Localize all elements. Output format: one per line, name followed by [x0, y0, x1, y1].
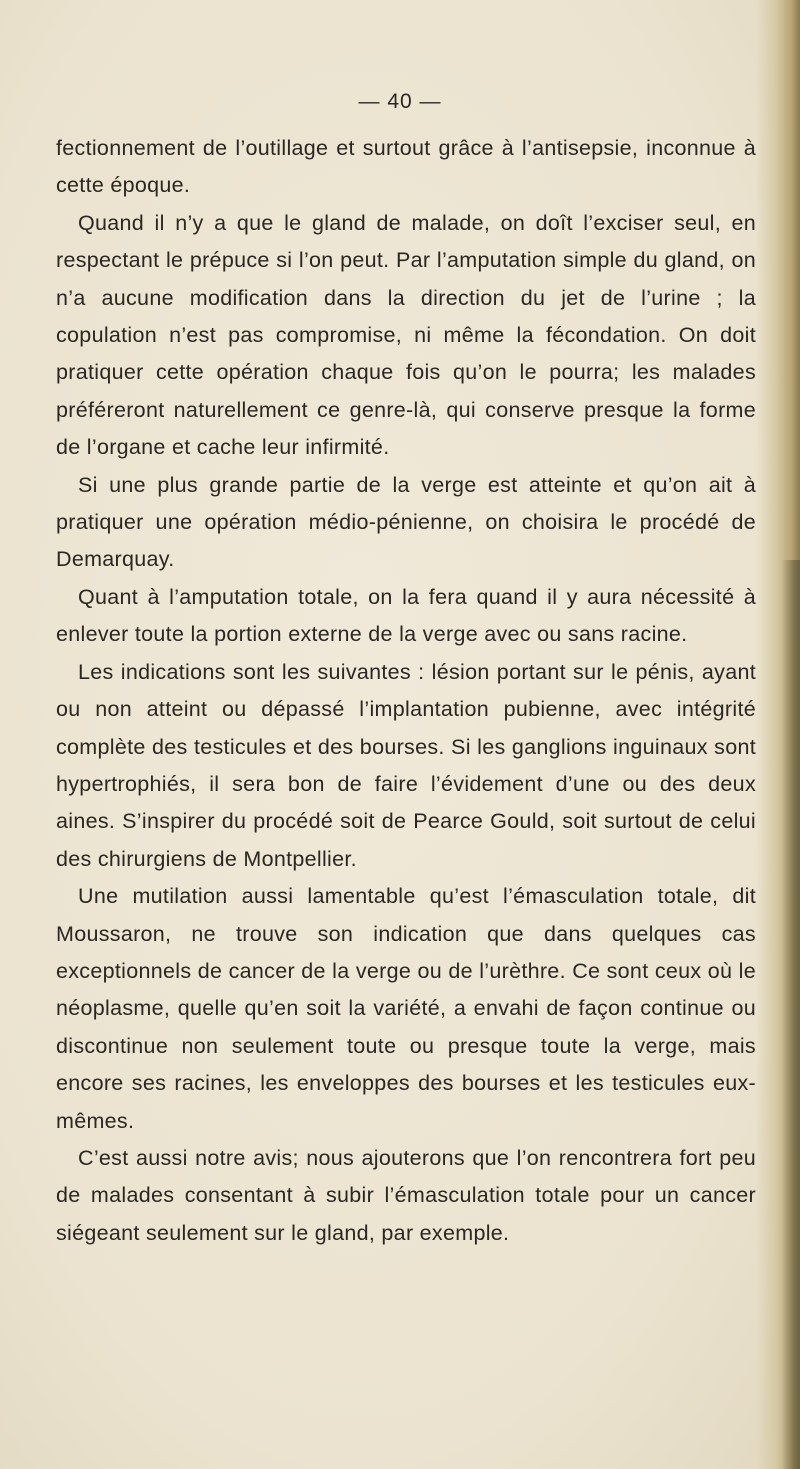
body-text — [56, 130, 756, 1252]
page-number: — 40 — — [358, 90, 442, 113]
page-edge-dark — [782, 560, 800, 1469]
paragraph: Les indications sont les suivantes : lésion portant sur le pénis, ayant ou non atteint ou dépassé l’implantation pubienne, avec intégrité complète des testicules et des bourses. Si les ganglions inguinaux sont hypertrophiés, il sera bon de faire l’évidement d’une ou des deux aines. S’inspirer du procédé soit de Pearce Gould, soit surtout de celui des chirurgiens de Montpellier. — [56, 659, 756, 871]
paragraph: Quand il n’y a que le gland de malade, on doît l’exciser seul, en respectant le prépuce si l’on peut. Par l’amputation simple du gland, on n’a aucune modification dans la direction du jet de l’urine ; la copulation n’est pas compromise, ni même la fécondation. On doit pratiquer cette opération chaque fois qu’on le pourra; les malades préféreront naturellement ce genre-là, qui conserve presque la forme de l’organe et cache leur infirmité. — [56, 210, 756, 460]
paragraph: fectionnement de l’outillage et surtout grâce à l’antisepsie, inconnue à cette époque. — [56, 136, 756, 198]
paragraph: Quant à l’amputation totale, on la fera quand il y aura nécessité à enlever toute la portion externe de la verge avec ou sans racine. — [56, 584, 756, 647]
paragraph: Une mutilation aussi lamentable qu’est l’émasculation totale, dit Moussaron, ne trouve son indication que dans quelques cas exceptionnels de cancer de la verge ou de l’urèthre. Ce sont ceux où le néoplasme, quelle qu’en soit la variété, a envahi de façon continue ou discontinue non seulement toute ou presque toute la verge, mais encore ses racines, les enveloppes des bourses et les testicules eux-mêmes. — [56, 884, 756, 1133]
paragraph: C’est aussi notre avis; nous ajouterons que l’on rencontrera fort peu de malades consentant à subir l’émasculation totale pour un cancer siégeant seulement sur le gland, par exemple. — [56, 1145, 756, 1245]
paragraph: Si une plus grande partie de la verge est atteinte et qu’on ait à pratiquer une opération médio-pénienne, on choisira le procédé de Demarquay. — [56, 472, 756, 572]
